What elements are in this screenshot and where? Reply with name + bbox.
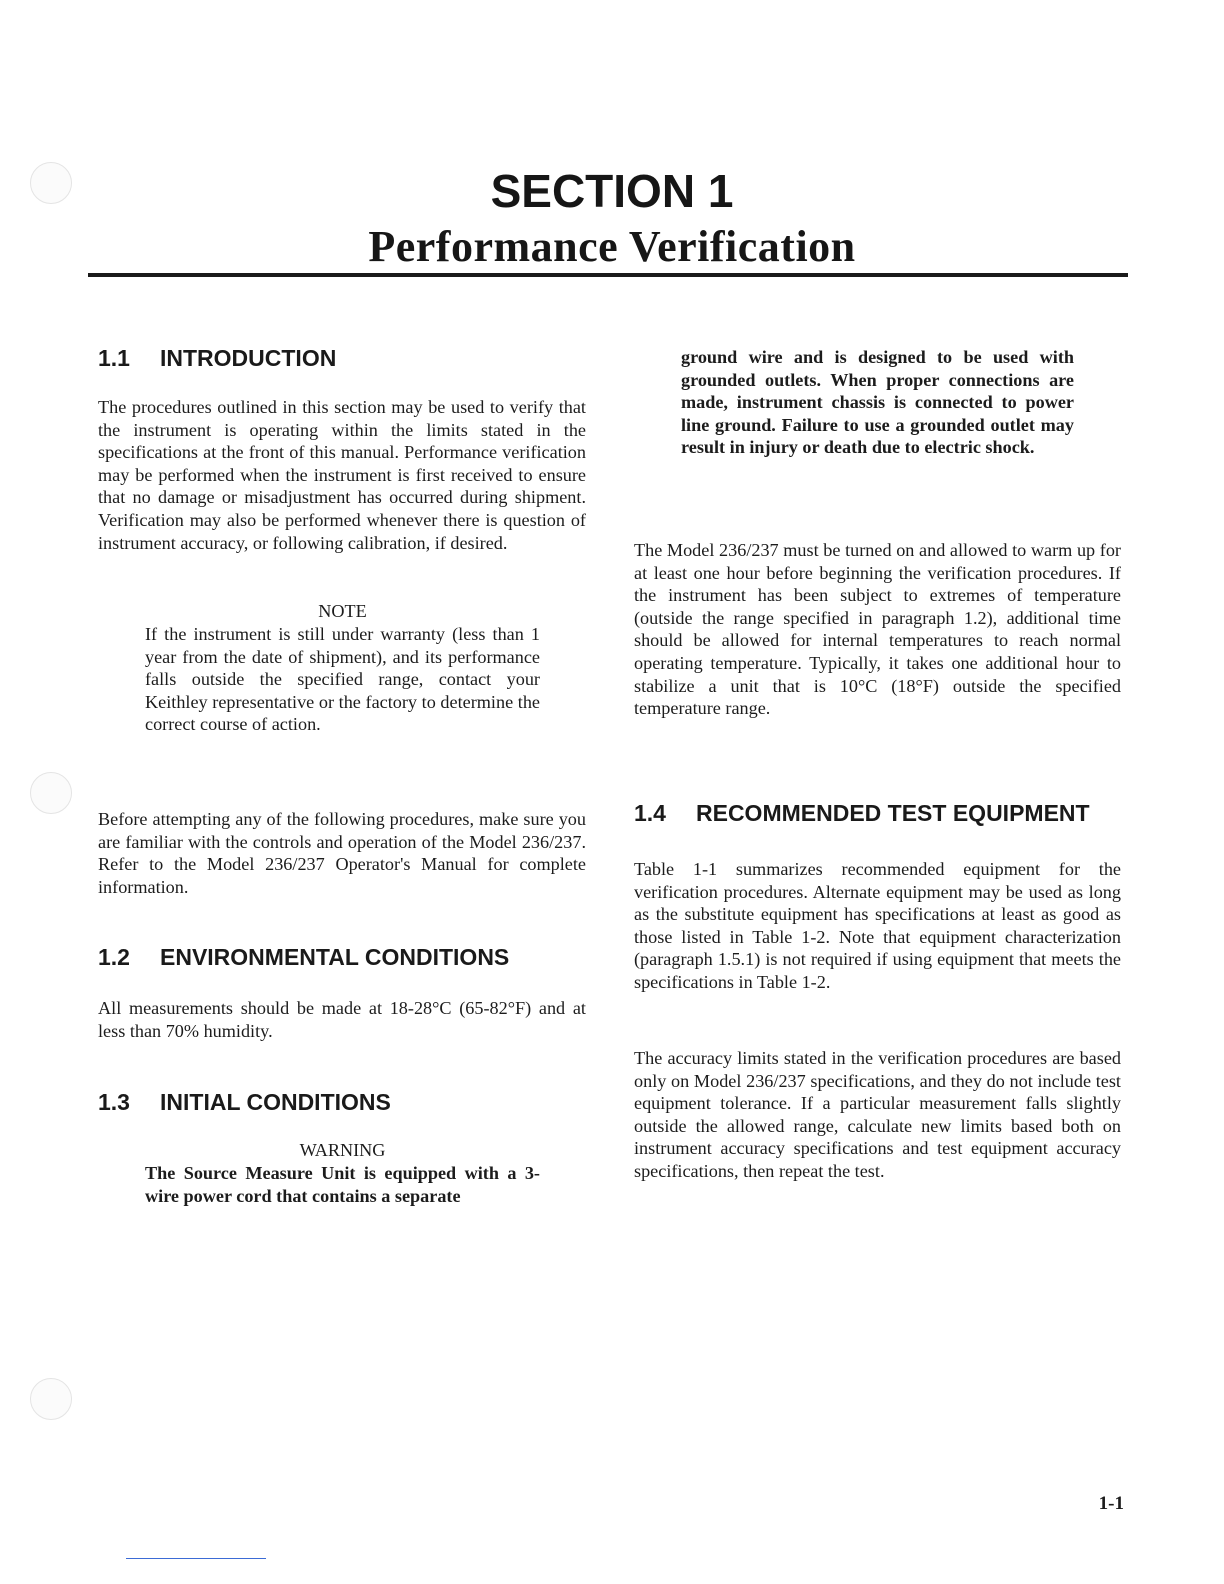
- heading-text: INITIAL CONDITIONS: [160, 1089, 391, 1115]
- heading-number: 1.4: [634, 800, 666, 826]
- section-title: Performance Verification: [368, 222, 856, 271]
- heading-text: ENVIRONMENTAL CONDITIONS: [160, 944, 510, 970]
- heading-number: 1.3: [98, 1089, 130, 1115]
- title-rule: [88, 273, 1128, 277]
- test-equipment-paragraph: Table 1-1 summarizes recommended equipment for the verification procedures. Alternate equipment may be used as long as the substitute equipment has specifications at least as good as those listed in Table 1-2. Note that equipment characterization (paragraph 1.5.1) is not required if using equipment that meets the specifications in Table 1-2.: [634, 859, 1121, 992]
- warning-text-part2: ground wire and is designed to be used with grounded outlets. When proper connections are made, instrument chassis is connected to power line ground. Failure to use a grounded outlet may result in injury or death due to electric shock.: [681, 347, 1074, 458]
- section-number: SECTION 1: [490, 165, 734, 217]
- heading-number: 1.1: [98, 345, 130, 371]
- familiarity-paragraph: Before attempting any of the following procedures, make sure you are familiar with the controls and operation of the Model 236/237. Refer to the Model 236/237 Operator's Manual for complete information.: [98, 809, 586, 897]
- heading-text: RECOMMENDED TEST EQUIPMENT: [696, 800, 1090, 826]
- environmental-paragraph: All measurements should be made at 18-28°C (65-82°F) and at less than 70% humidity.: [98, 998, 586, 1041]
- warmup-paragraph: The Model 236/237 must be turned on and allowed to warm up for at least one hour before beginning the verification procedures. If the instrument has been subject to extremes of temperature (outside the range specified in paragraph 1.2), additional time should be allowed for internal temperatures to reach normal operating temperature. Typically, it takes one additional hour to stabilize a unit that is 10°C (18°F) outside the specified temperature range.: [634, 540, 1121, 719]
- heading-text: INTRODUCTION: [160, 345, 337, 371]
- binder-hole-middle: [30, 772, 72, 814]
- warning-title: WARNING: [299, 1140, 386, 1160]
- accuracy-limits-paragraph: The accuracy limits stated in the verification procedures are based only on Model 236/237 specifications, and they do not include test equipment tolerance. If a particular measurement falls slightly outside the allowed range, calculate new limits based both on instrument accuracy specifications and test equipment accuracy specifications, then repeat the test.: [634, 1048, 1121, 1181]
- heading-introduction: [98, 344, 336, 372]
- page-number: 1-1: [1098, 1493, 1124, 1514]
- scan-artifact-line: [126, 1558, 266, 1559]
- heading-initial-conditions: [98, 1088, 391, 1116]
- heading-recommended-test-equipment: [634, 799, 1090, 827]
- heading-environmental-conditions: [98, 943, 509, 971]
- heading-number: 1.2: [98, 944, 130, 970]
- warning-text-part1: The Source Measure Unit is equipped with a 3-wire power cord that contains a separate: [145, 1163, 540, 1206]
- note-title: NOTE: [318, 601, 367, 621]
- binder-hole-bottom: [30, 1378, 72, 1420]
- intro-paragraph: The procedures outlined in this section may be used to verify that the instrument is operating within the limits stated in the specifications at the front of this manual. Performance verification may be performed when the instrument is first received to ensure that no damage or misadjustment has occurred during shipment. Verification may also be performed whenever there is question of instrument accuracy, or following calibration, if desired.: [98, 397, 586, 553]
- note-text: If the instrument is still under warranty (less than 1 year from the date of shipment), and its performance falls outside the specified range, contact your Keithley representative or the factory to determine the correct course of action.: [145, 624, 540, 735]
